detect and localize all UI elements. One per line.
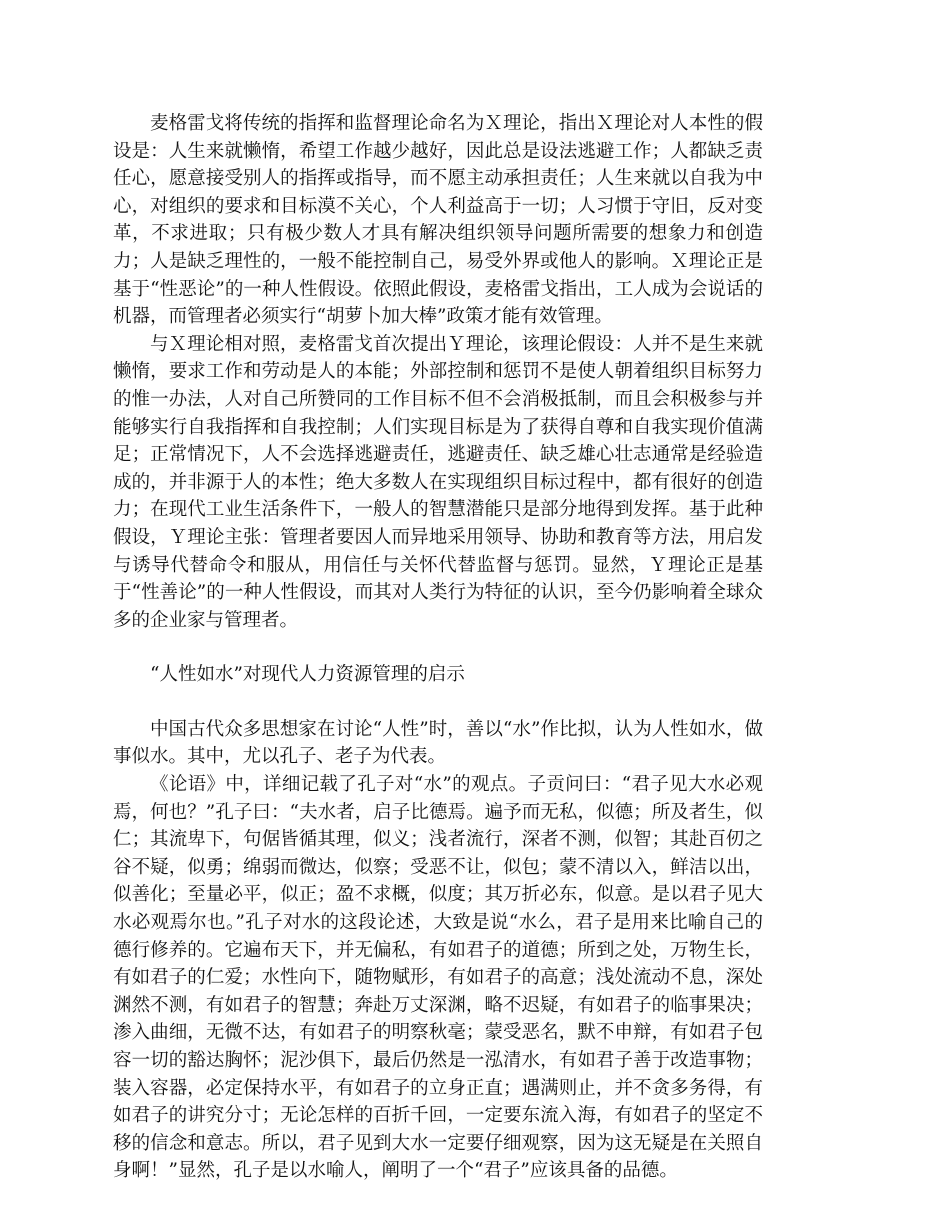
section-heading: “人性如水”对现代人力资源管理的启示	[150, 664, 465, 686]
paragraph-analects: 《论语》中，详细记载了孔子对“水”的观点。子贡问曰：“君子见大水必观焉，何也？”孔子曰：“夫水者，启子比德焉。遍予而无私，似德；所及者生，似仁；其流卑下，句倨皆循其理，似义；浅者流行，深者不测，似智；其赴百仞之谷不疑，似勇；绵弱而微达，似察；受恶不让，似包；蒙不清以入，鲜洁以出，似善化；至量必平，似正；盈不求概，似度；其万折必东，似意。是以君子见大水必观焉尔也。”孔子对水的这段论述，大致是说“水么，君子是用来比喻自己的德行修养的。它遍布天下，并无偏私，有如君子的道德；所到之处，万物生长，有如君子的仁爱；水性向下，随物赋形，有如君子的高意；浅处流动不息，深处渊然不测，有如君子的智慧；奔赴万丈深渊，略不迟疑，有如君子的临事果决；渗入曲细，无微不达，有如君子的明察秋毫；蒙受恶名，默不申辩，有如君子包容一切的豁达胸怀；泥沙俱下，最后仍然是一泓清水，有如君子善于改造事物；装入容器，必定保持水平，有如君子的立身正直；遇满则止，并不贪多务得，有如君子的讲究分寸；无论怎样的百折千回，一定要东流入海，有如君子的坚定不移的信念和意志。所以，君子见到大水一定要仔细观察，因为这无疑是在关照自身啊！”显然，孔子是以水喻人，阐明了一个“君子”应该具备的品德。	[113, 774, 763, 1182]
paragraph-water-intro: 中国古代众多思想家在讨论“人性”时，善以“水”作比拟，认为人性如水，做事似水。其中，尤以孔子、老子为代表。	[113, 718, 763, 768]
document-page	[113, 110, 763, 1185]
paragraph-y-theory: 与Ｘ理论相对照，麦格雷戈首次提出Ｙ理论，该理论假设：人并不是生来就懒惰，要求工作和劳动是人的本能；外部控制和惩罚不是使人朝着组织目标努力的惟一办法，人对自己所赞同的工作目标不但不会消极抵制，而且会积极参与并能够实行自我指挥和自我控制；人们实现目标是为了获得自尊和自我实现价值满足；正常情况下，人不会选择逃避责任，逃避责任、缺乏雄心壮志通常是经验造成的，并非源于人的本性；绝大多数人在实现组织目标过程中，都有很好的创造力；在现代工业生活条件下，一般人的智慧潜能只是部分地得到发挥。基于此种假设，Ｙ理论主张：管理者要因人而异地采用领导、协助和教育等方法，用启发与诱导代替命令和服从，用信任与关怀代替监督与惩罚。显然，Ｙ理论正是基于“性善论”的一种人性假设，而其对人类行为特征的认识，至今仍影响着全球众多的企业家与管理者。	[113, 333, 763, 631]
paragraph-x-theory: 麦格雷戈将传统的指挥和监督理论命名为Ｘ理论，指出Ｘ理论对人本性的假设是：人生来就懒惰，希望工作越少越好，因此总是设法逃避工作；人都缺乏责任心，愿意接受别人的指挥或指导，而不愿主动承担责任；人生来就以自我为中心，对组织的要求和目标漠不关心，个人利益高于一切；人习惯于守旧，反对变革，不求进取；只有极少数人才具有解决组织领导问题所需要的想象力和创造力；人是缺乏理性的，一般不能控制自己，易受外界或他人的影响。Ｘ理论正是基于“性恶论”的一种人性假设。依照此假设，麦格雷戈指出，工人成为会说话的机器，而管理者必须实行“胡萝卜加大棒”政策才能有效管理。	[113, 113, 763, 328]
